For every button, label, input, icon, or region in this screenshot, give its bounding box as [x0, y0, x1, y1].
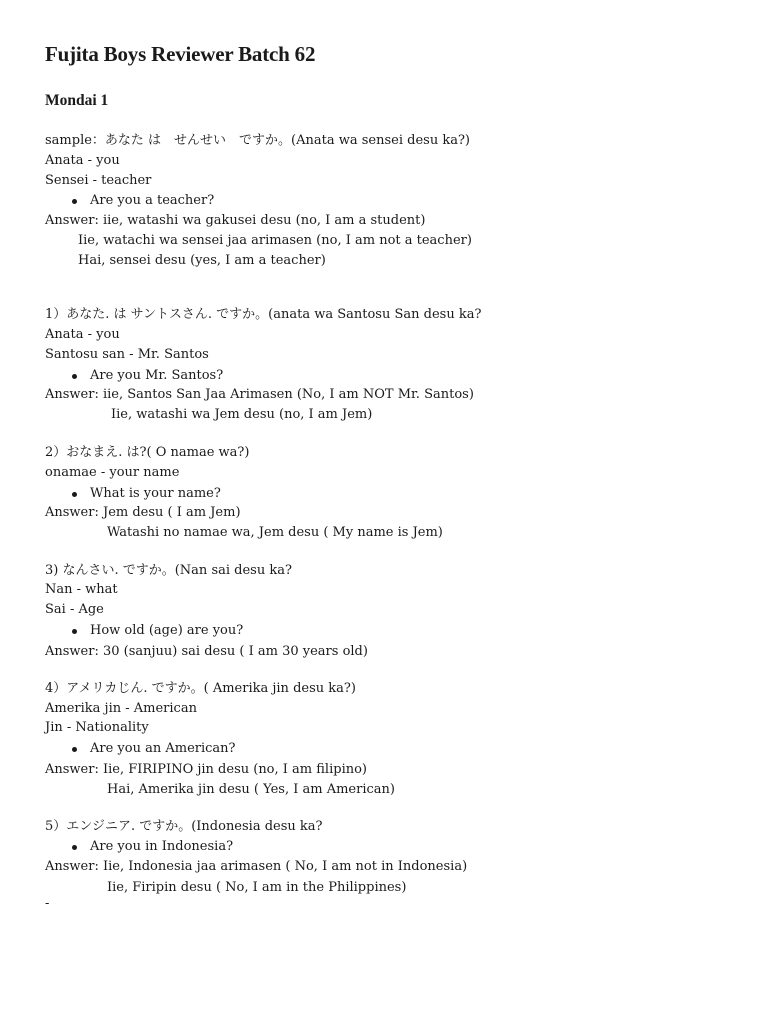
- bullet-translation: Are you Mr. Santos?: [90, 368, 224, 383]
- answer-line: Answer: Jem desu ( I am Jem): [45, 505, 241, 520]
- vocab-line: Jin - Nationality: [45, 720, 149, 735]
- answer-alt-line: Hai, sensei desu (yes, I am a teacher): [78, 253, 326, 268]
- vocab-line: Sensei - teacher: [45, 173, 152, 188]
- answer-alt-line: Hai, Amerika jin desu ( Yes, I am American): [107, 782, 395, 797]
- section-heading: Mondai 1: [45, 92, 109, 109]
- answer-line: Answer: iie, watashi wa gakusei desu (no, I am a student): [45, 213, 426, 228]
- vocab-line: Santosu san - Mr. Santos: [45, 347, 209, 362]
- vocab-line: Anata - you: [45, 327, 120, 342]
- bullet-translation: Are you in Indonesia?: [90, 839, 234, 854]
- vocab-line: Amerika jin - American: [45, 701, 197, 716]
- answer-line: Answer: 30 (sanjuu) sai desu ( I am 30 years old): [45, 644, 368, 659]
- sample-question: sample：あなた は せんせい ですか。(Anata wa sensei desu ka?): [45, 133, 471, 148]
- document-title: Fujita Boys Reviewer Batch 62: [45, 42, 316, 66]
- answer-alt-line: Watashi no namae wa, Jem desu ( My name is Jem): [107, 525, 443, 540]
- bullet-translation: What is your name?: [90, 486, 221, 501]
- bullet-translation: Are you an American?: [90, 741, 236, 756]
- vocab-line: onamae - your name: [45, 465, 180, 480]
- answer-line: Answer: Iie, Indonesia jaa arimasen ( No, I am not in Indonesia): [45, 859, 468, 874]
- vocab-line: Anata - you: [45, 153, 120, 168]
- bullet-translation: Are you a teacher?: [90, 193, 215, 208]
- answer-alt-line: Iie, watashi wa Jem desu (no, I am Jem): [111, 407, 373, 422]
- vocab-line: Nan - what: [45, 582, 118, 597]
- question-1: 1）あなた. は サントスさん. ですか。(anata wa Santosu San desu ka?: [45, 307, 482, 322]
- bullet-translation: How old (age) are you?: [90, 623, 244, 638]
- trailing-dash: -: [45, 896, 50, 911]
- question-4: 4）アメリカじん. ですか。( Amerika jin desu ka?): [45, 681, 356, 696]
- answer-alt-line: Iie, watachi wa sensei jaa arimasen (no, I am not a teacher): [78, 233, 472, 248]
- vocab-line: Sai - Age: [45, 602, 104, 617]
- question-2: 2）おなまえ. は?( O namae wa?): [45, 445, 250, 460]
- answer-alt-line: Iie, Firipin desu ( No, I am in the Philippines): [107, 880, 407, 895]
- question-3: 3) なんさい. ですか。(Nan sai desu ka?: [45, 563, 292, 578]
- question-5: 5）エンジニア. ですか。(Indonesia desu ka?: [45, 819, 323, 834]
- answer-line: Answer: iie, Santos San Jaa Arimasen (No, I am NOT Mr. Santos): [45, 387, 474, 402]
- answer-line: Answer: Iie, FIRIPINO jin desu (no, I am filipino): [45, 762, 367, 777]
